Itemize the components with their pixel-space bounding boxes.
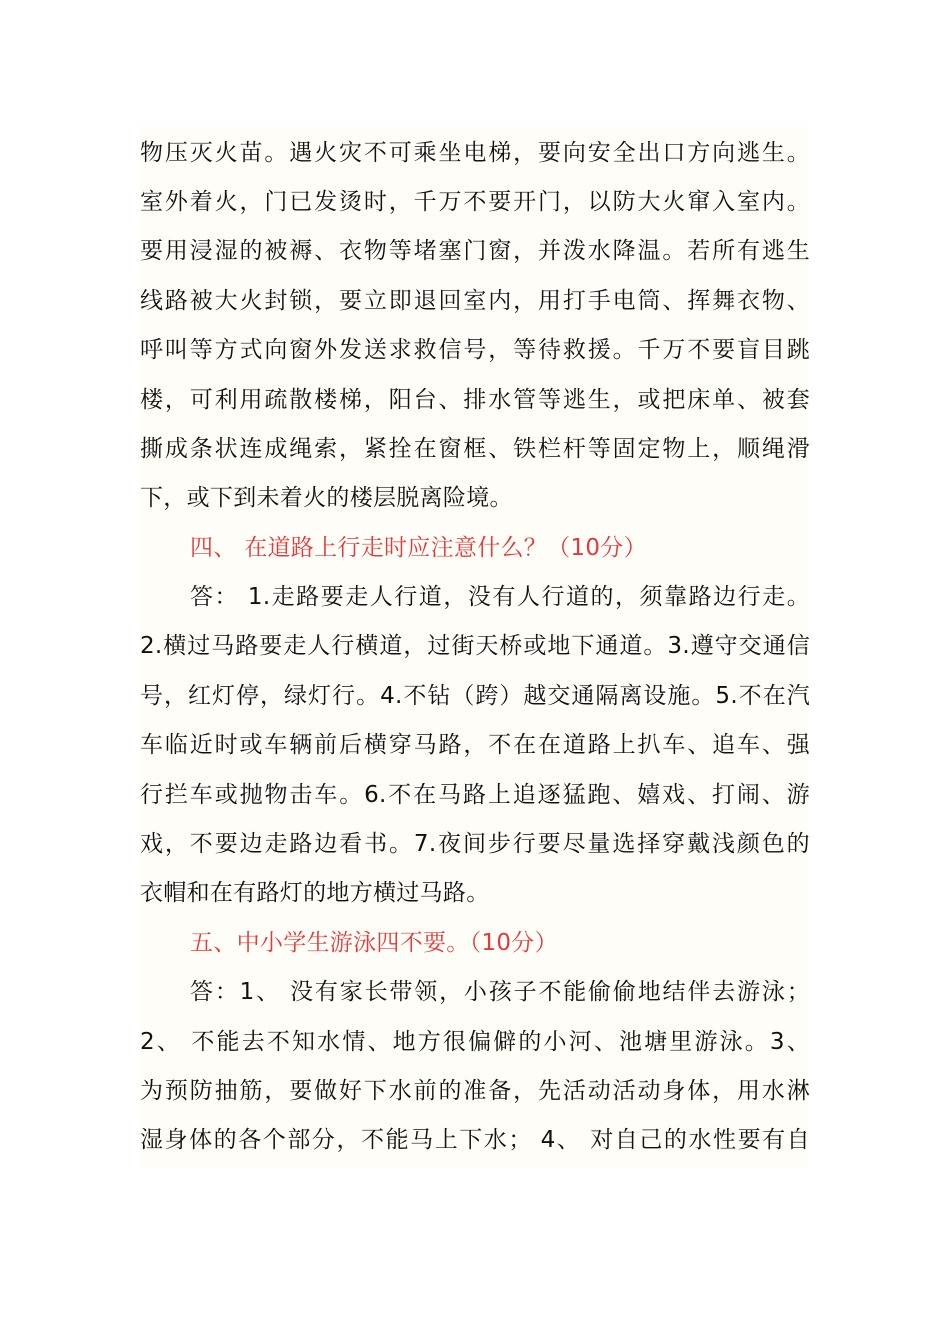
answer-line: 答：1、 没有家长带领，小孩子不能偷偷地结伴去游泳； (190, 979, 810, 1005)
body-line: 戏，不要边走路边看书。7.夜间步行要尽量选择穿戴浅颜色的 (140, 831, 810, 857)
section-heading: 五、中小学生游泳四不要。（10分） (190, 930, 558, 956)
body-line: 要用浸湿的被褥、衣物等堵塞门窗，并泼水降温。若所有逃生 (140, 238, 810, 264)
body-line: 2、 不能去不知水情、地方很偏僻的小河、池塘里游泳。3、 (140, 1029, 810, 1055)
body-line: 下，或下到未着火的楼层脱离险境。 (140, 485, 513, 511)
body-line: 物压灭火苗。遇火灾不可乘坐电梯，要向安全出口方向逃生。 (140, 140, 810, 166)
section-heading: 四、 在道路上行走时应注意什么？（10分） (190, 535, 647, 561)
body-line: 楼，可利用疏散楼梯，阳台、排水管等逃生，或把床单、被套 (140, 387, 810, 413)
body-line: 2.横过马路要走人行横道，过街天桥或地下通道。3.遵守交通信 (140, 633, 810, 659)
body-line: 呼叫等方式向窗外发送求救信号，等待救援。千万不要盲目跳 (140, 337, 810, 363)
answer-line: 答： 1.走路要走人行道，没有人行道的，须靠路边行走。 (190, 584, 810, 610)
body-line: 号，红灯停，绿灯行。4.不钻（跨）越交通隔离设施。5.不在汽 (140, 683, 810, 709)
body-line: 行拦车或抛物击车。6.不在马路上追逐猛跑、嬉戏、打闹、游 (140, 782, 810, 808)
body-line: 湿身体的各个部分，不能马上下水； 4、 对自己的水性要有自 (140, 1127, 810, 1153)
body-line: 线路被大火封锁，要立即退回室内，用打手电筒、挥舞衣物、 (140, 288, 810, 314)
body-line: 车临近时或车辆前后横穿马路，不在在道路上扒车、追车、强 (140, 732, 810, 758)
body-line: 撕成条状连成绳索，紧拴在窗框、铁栏杆等固定物上，顺绳滑 (140, 436, 810, 462)
body-line: 为预防抽筋，要做好下水前的准备，先活动活动身体，用水淋 (140, 1078, 810, 1104)
body-line: 室外着火，门已发烫时，千万不要开门，以防大火窜入室内。 (140, 189, 810, 215)
body-line: 衣帽和在有路灯的地方横过马路。 (140, 880, 490, 906)
